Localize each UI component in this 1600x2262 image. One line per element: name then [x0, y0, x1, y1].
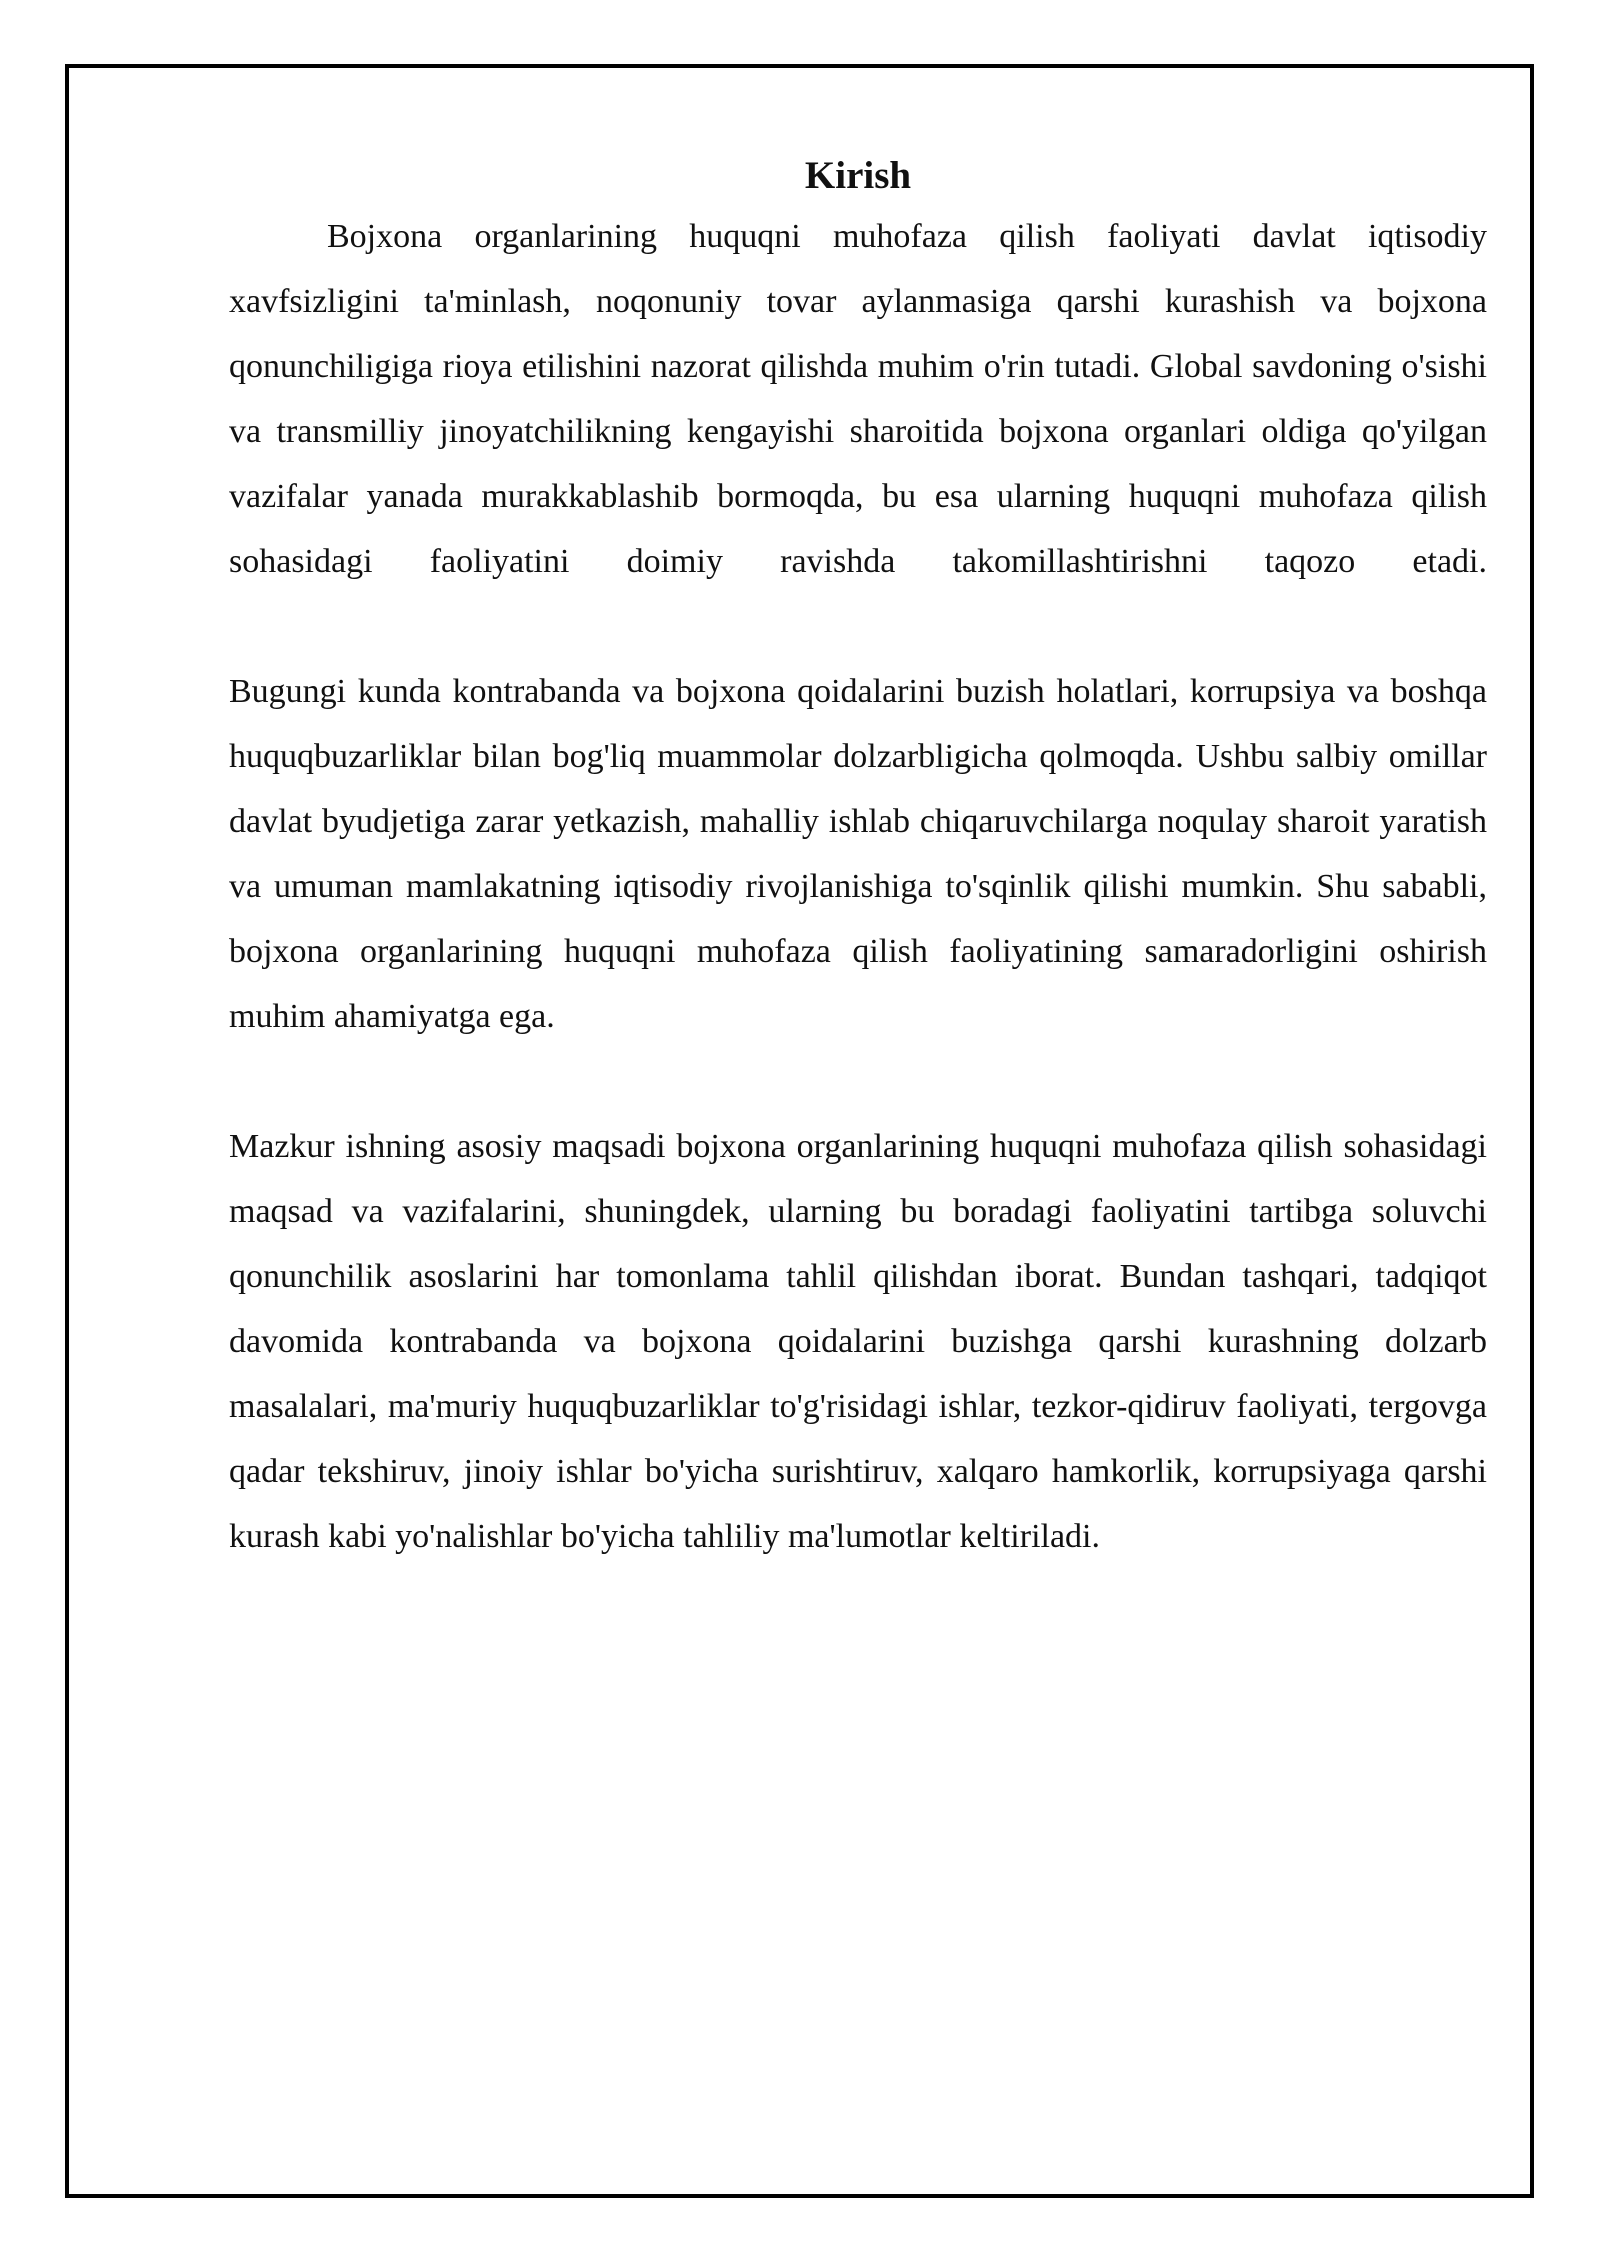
- document-title: Kirish: [804, 154, 912, 197]
- paragraph-problems: Bugungi kunda kontrabanda va bojxona qoidalarini buzish holatlari, korrupsiya va boshqa huquqbuzarliklar bilan bog'liq muammolar dolzarbligicha qolmoqda. Ushbu salbiy omillar davlat byudjetiga zarar yetkazish, mahalliy ishlab chiqaruvchilarga noqulay sharoit yaratish va umuman mamlakatning iqtisodiy rivojlanishiga to'sqinlik qilishi mumkin. Shu sababli, bojxona organlarining huquqni muhofaza qilish faoliyatining samaradorligini oshirish muhim ahamiyatga ega.: [229, 673, 1487, 1035]
- document-body: [229, 148, 1487, 1569]
- paragraph-aim: Mazkur ishning asosiy maqsadi bojxona organlarining huquqni muhofaza qilish sohasidagi maqsad va vazifalarini, shuningdek, ularning bu boradagi faoliyatini tartibga soluvchi qonunchilik asoslarini har tomonlama tahlil qilishdan iborat. Bundan tashqari, tadqiqot davomida kontrabanda va bojxona qoidalarini buzishga qarshi kurashning dolzarb masalalari, ma'muriy huquqbuzarliklar to'g'risidagi ishlar, tezkor-qidiruv faoliyati, tergovga qadar tekshiruv, jinoiy ishlar bo'yicha surishtiruv, xalqaro hamkorlik, korrupsiyaga qarshi kurash kabi yo'nalishlar bo'yicha tahliliy ma'lumotlar keltiriladi.: [229, 1128, 1487, 1555]
- paragraph-spacer: [229, 1049, 1487, 1114]
- paragraph-spacer: [229, 594, 1487, 659]
- paragraph-introduction: Bojxona organlarining huquqni muhofaza qilish faoliyati davlat iqtisodiy xavfsizligini ta'minlash, noqonuniy tovar aylanmasiga qarshi kurashish va bojxona qonunchiligiga rioya etilishini nazorat qilishda muhim o'rin tutadi. Global savdoning o'sishi va transmilliy jinoyatchilikning kengayishi sharoitida bojxona organlari oldiga qo'yilgan vazifalar yanada murakkablashib bormoqda, bu esa ularning huquqni muhofaza qilish sohasidagi faoliyatini doimiy ravishda takomillashtirishni taqozo etadi.: [229, 218, 1487, 580]
